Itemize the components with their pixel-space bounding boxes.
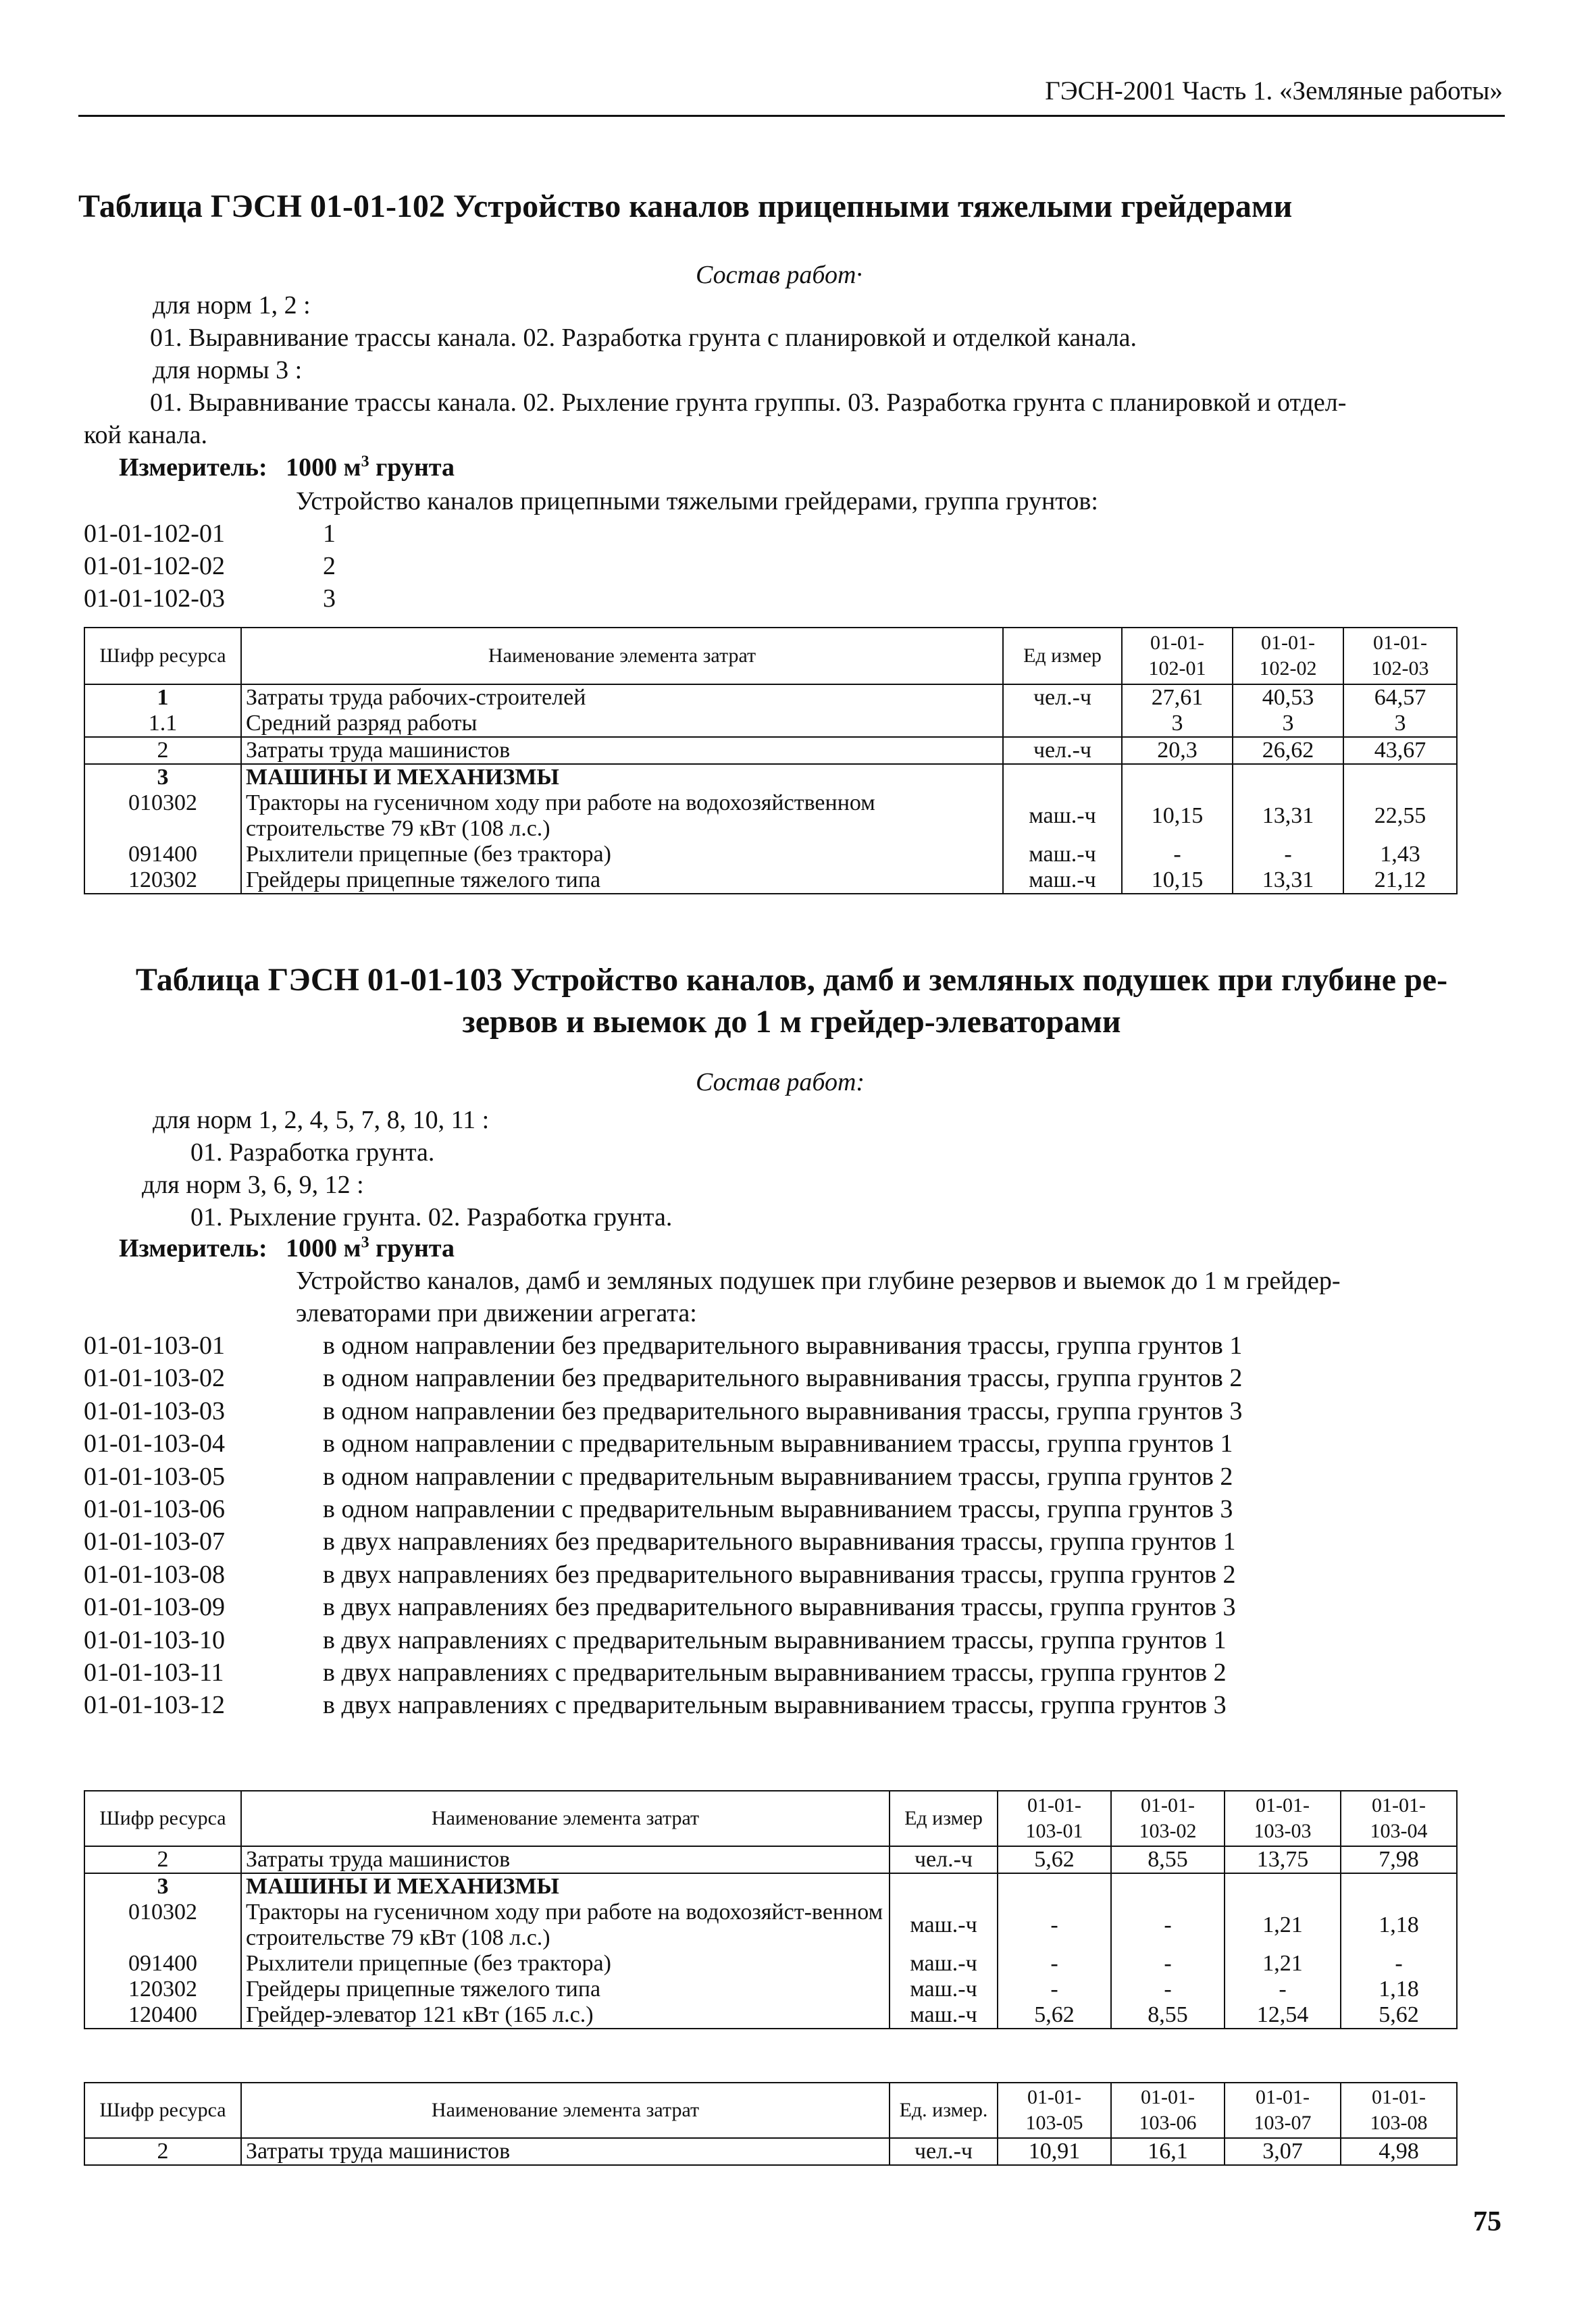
izmeritel-label: Измеритель:	[119, 453, 267, 482]
table-row: 3 МАШИНЫ И МЕХАНИЗМЫ	[84, 1873, 1457, 1900]
table2-intro: элеваторами при движении агрегата:	[296, 1299, 697, 1327]
norm-desc: в двух направлениях без предварительного выравнивания трассы, группа грунтов 1	[323, 1527, 1236, 1556]
col-header-norm: 01-01- 103-02	[1111, 1791, 1225, 1846]
izmeritel-sup: 3	[361, 453, 369, 471]
table1-title: Таблица ГЭСН 01-01-102 Устройство каналов прицепными тяжелыми грейдерами	[78, 188, 1293, 224]
table2-title: Таблица ГЭСН 01-01-103 Устройство каналов, дамб и земляных подушек при глубине ре- зервов и выемок до 1 м грейдер-элеваторами	[135, 962, 1448, 1040]
page-number: 75	[1473, 2206, 1501, 2237]
norm-code: 01-01-103-09	[84, 1593, 225, 1621]
norm-desc: 3	[323, 584, 336, 613]
col-header-norm: 01-01- 103-04	[1341, 1791, 1457, 1846]
norm-code: 01-01-102-03	[84, 584, 225, 613]
table2-intro: Устройство каналов, дамб и земляных подушек при глубине резервов и выемок до 1 м грейдер-	[296, 1267, 1341, 1295]
table-row: 1 Затраты труда рабочих-строителей чел.-ч 27,61 40,53 64,57	[84, 684, 1457, 711]
table2a-grid	[84, 1790, 1458, 2029]
norm-code: 01-01-103-08	[84, 1560, 225, 1589]
table2-line: для норм 3, 6, 9, 12 :	[142, 1171, 364, 1199]
norm-desc: в двух направлениях с предварительным выравниванием трассы, группа грунтов 2	[323, 1658, 1227, 1687]
table2-sostav: Состав работ:	[696, 1068, 865, 1096]
norm-code: 01-01-103-07	[84, 1527, 225, 1556]
table1-sostav: Состав работ·	[696, 261, 863, 289]
table1-izmeritel	[119, 453, 455, 482]
norm-code: 01-01-103-02	[84, 1364, 225, 1392]
table-row: 3 МАШИНЫ И МЕХАНИЗМЫ	[84, 764, 1457, 790]
table-row: 091400 Рыхлители прицепные (без трактора) маш.-ч - - 1,21 -	[84, 1951, 1457, 1977]
table1-line: для норм 1, 2 :	[153, 291, 311, 320]
table1-header-row	[84, 628, 1457, 684]
norm-desc: в двух направлениях без предварительного выравнивания трассы, группа грунтов 2	[323, 1560, 1236, 1589]
table1-intro: Устройство каналов прицепными тяжелыми грейдерами, группа грунтов:	[296, 487, 1098, 515]
table1-line: кой канала.	[84, 421, 207, 449]
norm-code: 01-01-103-12	[84, 1691, 225, 1719]
table-row: 1.1 Средний разряд работы 3 3 3	[84, 711, 1457, 737]
table1-line: 01. Выравнивание трассы канала. 02. Разработка грунта с планировкой и отделкой канала.	[150, 324, 1137, 352]
norm-desc: 1	[323, 519, 336, 548]
norm-code: 01-01-102-01	[84, 519, 225, 548]
norm-code: 01-01-103-05	[84, 1463, 225, 1491]
col-header-norm: 01-01- 103-01	[998, 1791, 1111, 1846]
norm-desc: в двух направлениях без предварительного выравнивания трассы, группа грунтов 3	[323, 1593, 1236, 1621]
table1-line: для нормы 3 :	[153, 356, 303, 384]
col-header-unit: Ед измер	[1003, 628, 1122, 684]
norm-code: 01-01-103-04	[84, 1429, 225, 1458]
norm-desc: в двух направлениях с предварительным выравниванием трассы, группа грунтов 3	[323, 1691, 1227, 1719]
norm-code: 01-01-103-10	[84, 1626, 225, 1654]
table-row: 010302 Тракторы на гусеничном ходу при работе на водохозяйственном строительстве 79 кВт (108 л.с.) маш.-ч 10,15 13,31 22,55	[84, 790, 1457, 842]
izmeritel-unit: грунта	[369, 453, 455, 482]
col-header-code: Шифр ресурса	[84, 628, 241, 684]
table-row: 120302 Грейдеры прицепные тяжелого типа маш.-ч 10,15 13,31 21,12	[84, 867, 1457, 894]
table2-line: 01. Разработка грунта.	[190, 1138, 435, 1167]
table-row: 2 Затраты труда машинистов чел.-ч 20,3 26,62 43,67	[84, 737, 1457, 764]
col-header-norm: 01-01- 103-06	[1111, 2083, 1225, 2138]
norm-code: 01-01-103-01	[84, 1331, 225, 1360]
table2b-header-row: Шифр ресурса Наименование элемента затрат Ед. измер. 01-01- 103-05 01-01- 103-06 01-01- 103-07 01-01- 103-08	[84, 2083, 1457, 2138]
table2-line: для норм 1, 2, 4, 5, 7, 8, 10, 11 :	[153, 1106, 490, 1134]
table-row: 2 Затраты труда машинистов чел.-ч 5,62 8,55 13,75 7,98	[84, 1846, 1457, 1873]
table2-izmeritel: Измеритель: 1000 $м^3$ грунта	[119, 1234, 455, 1263]
col-header-norm: 01-01- 103-07	[1225, 2083, 1341, 2138]
norm-desc: в двух направлениях с предварительным выравниванием трассы, группа грунтов 1	[323, 1626, 1227, 1654]
col-header-norm: 01-01- 102-01	[1122, 628, 1233, 684]
izmeritel-value: 1000 м	[286, 453, 361, 482]
norm-code: 01-01-103-11	[84, 1658, 224, 1687]
table-row: 010302 Тракторы на гусеничном ходу при работе на водохозяйст-венном строительстве 79 кВт (108 л.с.) маш.-ч - - 1,21 1,18	[84, 1900, 1457, 1951]
col-header-name: Наименование элемента затрат	[241, 628, 1003, 684]
table-row: 120400 Грейдер-элеватор 121 кВт (165 л.с.) маш.-ч 5,62 8,55 12,54 5,62	[84, 2002, 1457, 2029]
table2-line: 01. Рыхление грунта. 02. Разработка грунта.	[190, 1203, 673, 1231]
norm-code: 01-01-103-03	[84, 1397, 225, 1425]
norm-desc: 2	[323, 552, 336, 580]
norm-desc: в одном направлении с предварительным выравниванием трассы, группа грунтов 2	[323, 1463, 1233, 1491]
norm-desc: в одном направлении с предварительным выравниванием трассы, группа грунтов 3	[323, 1495, 1233, 1523]
norm-desc: в одном направлении без предварительного выравнивания трассы, группа грунтов 3	[323, 1397, 1243, 1425]
norm-desc: в одном направлении без предварительного выравнивания трассы, группа грунтов 1	[323, 1331, 1243, 1360]
norm-code: 01-01-102-02	[84, 552, 225, 580]
col-header-norm: 01-01- 103-08	[1341, 2083, 1457, 2138]
table1-grid	[84, 627, 1458, 894]
col-header-norm: 01-01- 103-03	[1225, 1791, 1341, 1846]
table-row: 091400 Рыхлители прицепные (без трактора) маш.-ч - - 1,43	[84, 842, 1457, 867]
table-row: 120302 Грейдеры прицепные тяжелого типа маш.-ч - - - 1,18	[84, 1977, 1457, 2002]
table-row: 2 Затраты труда машинистов чел.-ч 10,91 16,1 3,07 4,98	[84, 2138, 1457, 2165]
header-rule	[78, 115, 1505, 117]
table1-line: 01. Выравнивание трассы канала. 02. Рыхление грунта группы. 03. Разработка грунта с планировкой и отдел-	[150, 388, 1347, 417]
table2b-grid	[84, 2082, 1458, 2166]
running-head: ГЭСН-2001 Часть 1. «Земляные работы»	[1045, 76, 1503, 105]
norm-code: 01-01-103-06	[84, 1495, 225, 1523]
table2a-header-row: Шифр ресурса Наименование элемента затрат Ед измер 01-01- 103-01 01-01- 103-02 01-01- 103-03 01-01- 103-04	[84, 1791, 1457, 1846]
norm-desc: в одном направлении с предварительным выравниванием трассы, группа грунтов 1	[323, 1429, 1233, 1458]
col-header-norm: 01-01- 102-02	[1233, 628, 1343, 684]
col-header-norm: 01-01- 103-05	[998, 2083, 1111, 2138]
col-header-norm: 01-01- 102-03	[1343, 628, 1457, 684]
norm-desc: в одном направлении без предварительного выравнивания трассы, группа грунтов 2	[323, 1364, 1243, 1392]
